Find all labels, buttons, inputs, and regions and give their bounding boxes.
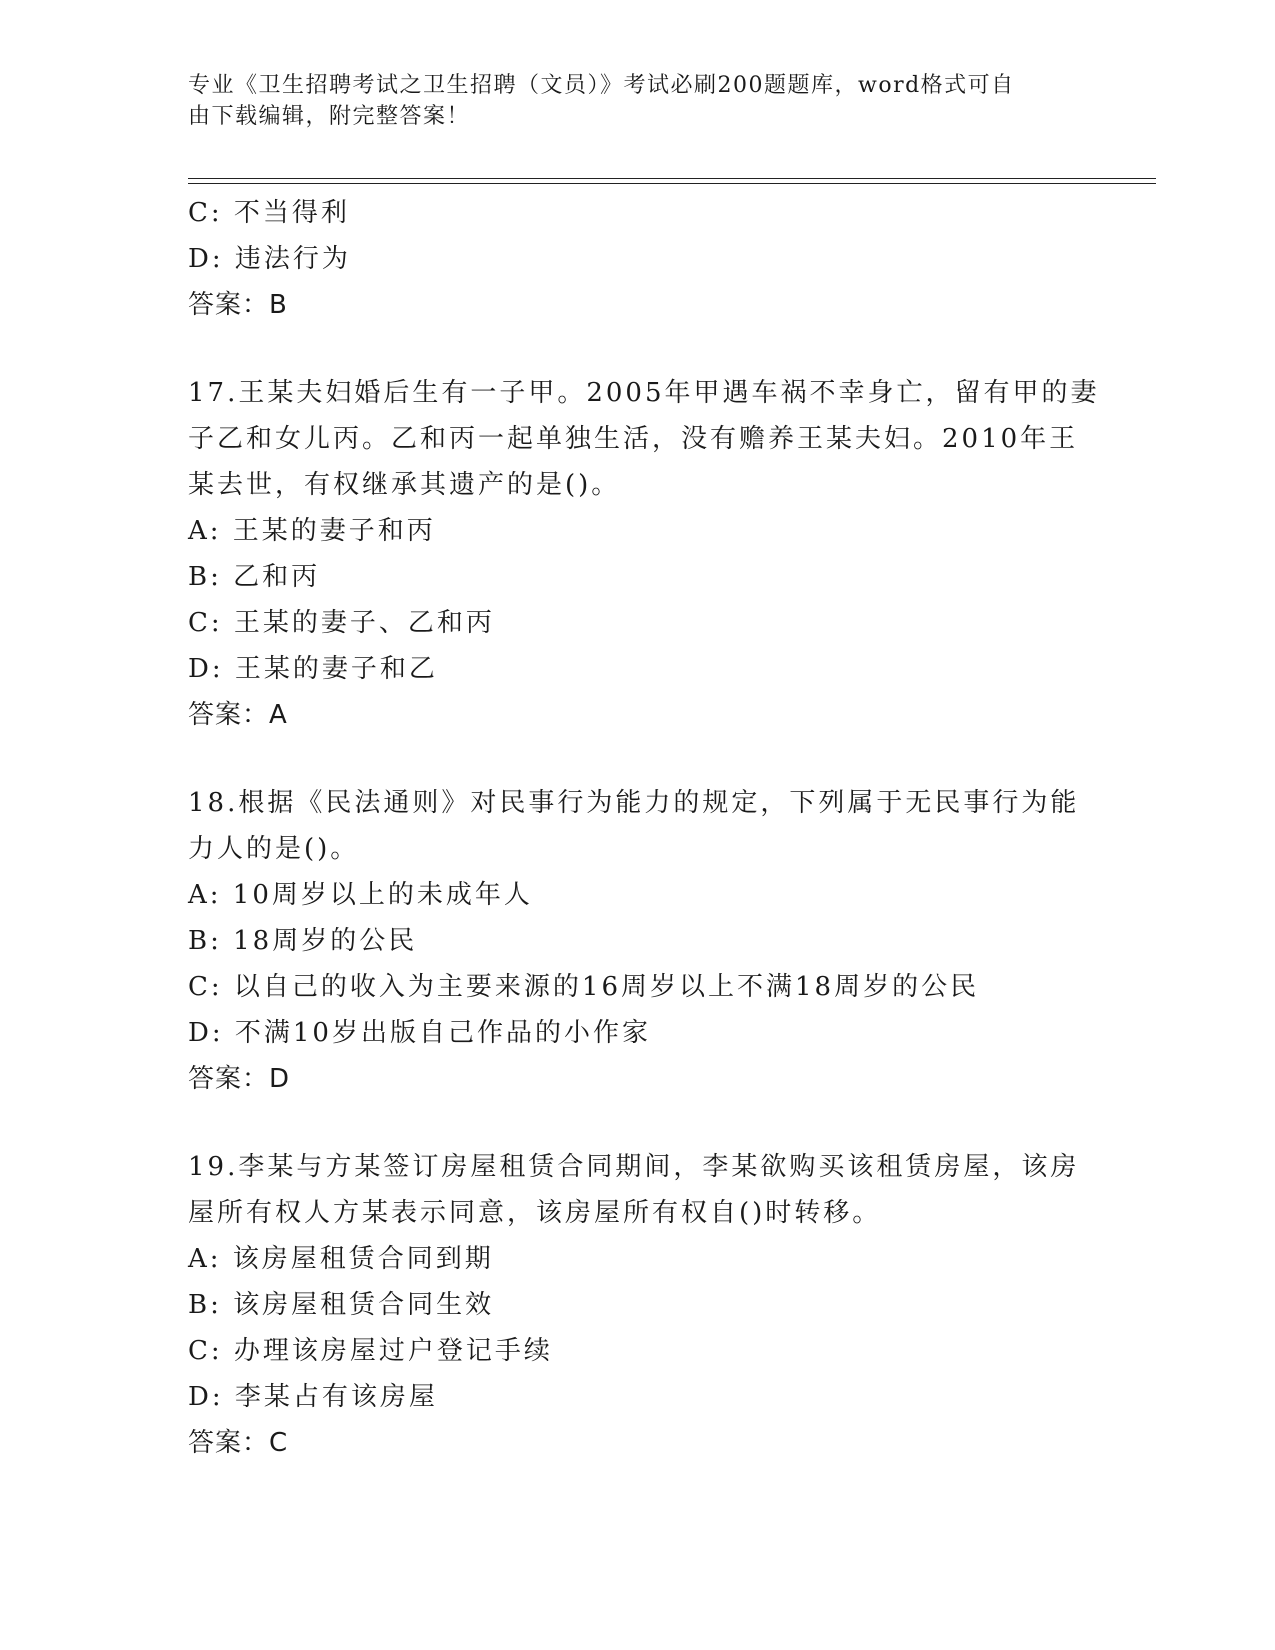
carryover-question <box>188 190 1088 328</box>
option-c: C: 办理该房屋过户登记手续 <box>188 1336 553 1366</box>
header-divider-top <box>188 178 1156 179</box>
option-b: B: 乙和丙 <box>188 562 321 592</box>
option-c: C: 以自己的收入为主要来源的16周岁以上不满18周岁的公民 <box>188 972 980 1002</box>
question-stem-line: 力人的是()。 <box>188 834 360 864</box>
answer-line: 答案：C <box>188 1428 289 1458</box>
option-d: D: 王某的妻子和乙 <box>188 654 438 684</box>
option-b: B: 该房屋租赁合同生效 <box>188 1290 495 1320</box>
question-stem-line: 子乙和女儿丙。乙和丙一起单独生活，没有赡养王某夫妇。2010年王 <box>188 424 1079 454</box>
document-body <box>188 190 1100 1466</box>
question-19 <box>188 1144 1088 1466</box>
option-b: B: 18周岁的公民 <box>188 926 418 956</box>
option-d: D: 违法行为 <box>188 244 351 274</box>
option-c: C: 不当得利 <box>188 198 350 228</box>
question-stem-line: 18.根据《民法通则》对民事行为能力的规定，下列属于无民事行为能 <box>188 788 1080 818</box>
header-divider-bottom <box>188 183 1156 184</box>
option-a: A: 该房屋租赁合同到期 <box>188 1244 494 1274</box>
header-line-2: 由下载编辑，附完整答案！ <box>188 104 471 129</box>
question-17 <box>188 370 1100 738</box>
answer-line: 答案：A <box>188 700 288 730</box>
question-18 <box>188 780 1088 1102</box>
option-d: D: 不满10岁出版自己作品的小作家 <box>188 1018 651 1048</box>
option-d: D: 李某占有该房屋 <box>188 1382 438 1412</box>
option-c: C: 王某的妻子、乙和丙 <box>188 608 495 638</box>
answer-line: 答案：D <box>188 1064 291 1094</box>
answer-line: 答案：B <box>188 290 288 320</box>
option-a: A: 10周岁以上的未成年人 <box>188 880 533 910</box>
question-stem-line: 17.王某夫妇婚后生有一子甲。2005年甲遇车祸不幸身亡，留有甲的妻 <box>188 378 1100 408</box>
question-stem-line: 19.李某与方某签订房屋租赁合同期间，李某欲购买该租赁房屋，该房 <box>188 1152 1080 1182</box>
header-line-1: 专业《卫生招聘考试之卫生招聘（文员）》考试必刷200题题库，word格式可自 <box>188 73 1015 98</box>
document-header <box>188 70 1068 132</box>
option-a: A: 王某的妻子和丙 <box>188 516 436 546</box>
question-stem-line: 某去世，有权继承其遗产的是()。 <box>188 470 621 500</box>
question-stem-line: 屋所有权人方某表示同意，该房屋所有权自()时转移。 <box>188 1198 882 1228</box>
